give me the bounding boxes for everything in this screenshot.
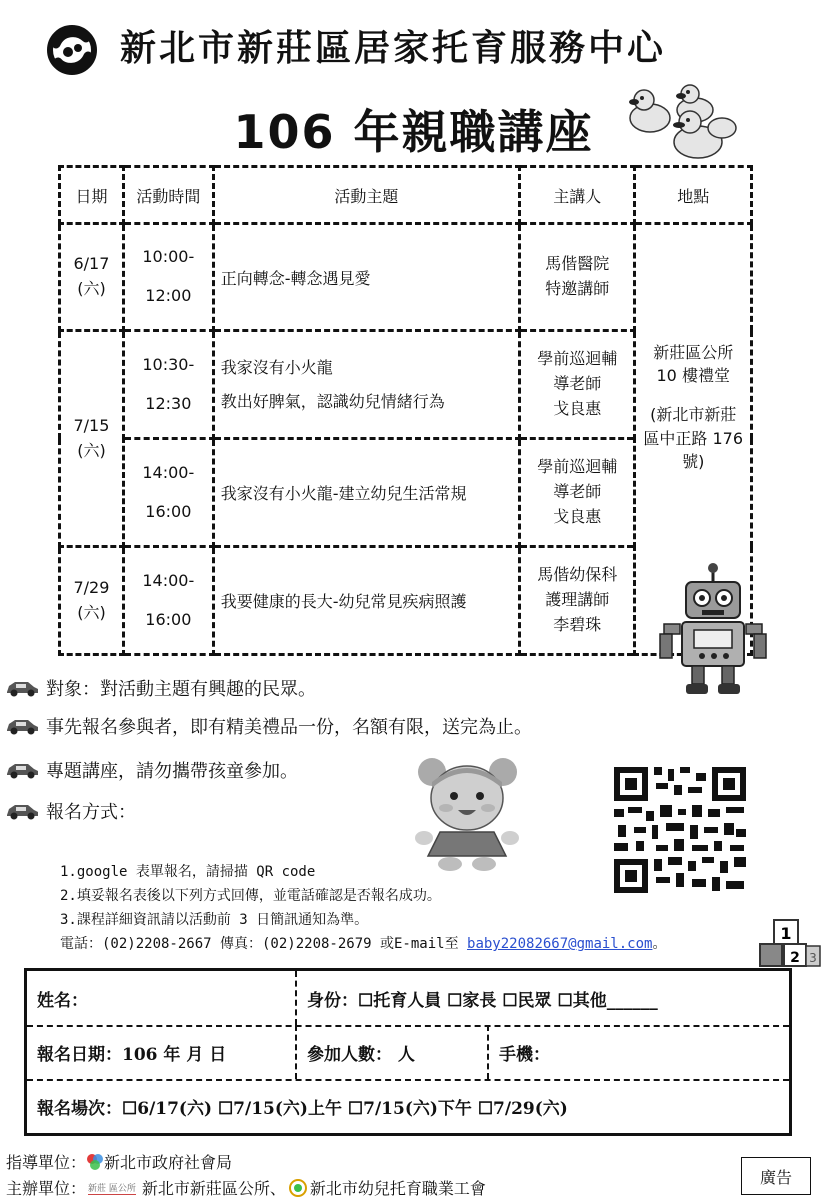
registration-form bbox=[24, 968, 792, 1136]
header-time: 活動時間 bbox=[123, 167, 213, 224]
form-row bbox=[27, 1025, 789, 1081]
signup-steps bbox=[60, 860, 666, 956]
topic-cell: 正向轉念-轉念遇見愛 bbox=[213, 224, 519, 331]
note-signup-method: 報名方式： bbox=[4, 798, 136, 824]
district-office-logo: 新莊 區公所 bbox=[88, 1181, 136, 1195]
note-audience: 對象：對活動主題有興趣的民眾。 bbox=[4, 675, 316, 701]
block-label: 2 bbox=[790, 950, 800, 966]
header-speaker: 主講人 bbox=[520, 167, 635, 224]
topic-cell: 我家沒有小火龍-建立幼兒生活常規 bbox=[213, 439, 519, 547]
time-cell: 10:30- 12:30 bbox=[123, 331, 213, 439]
speaker-cell: 學前巡迴輔 導老師 戈良惠 bbox=[520, 439, 635, 547]
date-cell: 7/15 (六) bbox=[60, 331, 124, 547]
contact-line: 電話：(02)2208-2667 傳真：(02)2208-2679 或E-mail至 baby22082667@gmail.com。 bbox=[60, 936, 667, 952]
identity-field[interactable]: 身份：☐托育人員 ☐家長 ☐民眾 ☐其他______ bbox=[307, 990, 658, 1011]
page-title: 106 年親職講座 bbox=[233, 105, 594, 159]
topic-cell: 我家沒有小火龍 教出好脾氣，認識幼兒情緒行為 bbox=[213, 331, 519, 439]
car-icon bbox=[4, 760, 40, 780]
rubber-ducks-icon bbox=[620, 80, 740, 165]
time-cell: 14:00- 16:00 bbox=[123, 547, 213, 655]
footer-supervisor: 指導單位： 新北市政府社會局 bbox=[6, 1153, 233, 1172]
signup-step: 2.填妥報名表後以下列方式回傳，並電話確認是否報名成功。 bbox=[60, 888, 441, 904]
note-children: 專題講座，請勿攜帶孩童參加。 bbox=[4, 757, 298, 783]
speaker-cell: 馬偕幼保科 護理講師 李碧珠 bbox=[520, 547, 635, 655]
table-row bbox=[60, 224, 752, 331]
speaker-cell: 學前巡迴輔 導老師 戈良惠 bbox=[520, 331, 635, 439]
time-cell: 14:00- 16:00 bbox=[123, 439, 213, 547]
signup-date-field[interactable]: 報名日期：106 年 月 日 bbox=[27, 1025, 297, 1079]
form-row bbox=[27, 1079, 789, 1133]
date-cell: 6/17 (六) bbox=[60, 224, 124, 331]
attendee-count-field[interactable]: 參加人數： 人 bbox=[297, 1025, 489, 1079]
speaker-cell: 馬偕醫院 特邀講師 bbox=[520, 224, 635, 331]
schedule-table bbox=[58, 165, 753, 656]
topic-cell: 我要健康的長大-幼兒常見疾病照護 bbox=[213, 547, 519, 655]
email-link[interactable]: baby22082667@gmail.com bbox=[467, 936, 653, 952]
girl-doll-icon bbox=[410, 752, 525, 872]
car-icon bbox=[4, 801, 40, 821]
signup-step: 3.課程詳細資訊請以活動前 3 日簡訊通知為準。 bbox=[60, 912, 369, 928]
signup-step: 1.google 表單報名，請掃描 QR code bbox=[60, 864, 316, 880]
robot-icon bbox=[658, 562, 768, 697]
car-icon bbox=[4, 716, 40, 736]
header-date: 日期 bbox=[60, 167, 124, 224]
location-cell: 新莊區公所 10 樓禮堂 (新北市新莊 區中正路 176 號) bbox=[635, 224, 752, 655]
header-topic: 活動主題 bbox=[213, 167, 519, 224]
time-cell: 10:00- 12:00 bbox=[123, 224, 213, 331]
form-row bbox=[27, 971, 789, 1027]
session-field[interactable]: 報名場次：☐6/17(六) ☐7/15(六)上午 ☐7/15(六)下午 ☐7/29(六) bbox=[37, 1098, 568, 1119]
center-logo-icon bbox=[44, 22, 100, 78]
name-field[interactable]: 姓名： bbox=[27, 971, 297, 1025]
union-logo-icon bbox=[288, 1178, 308, 1198]
block-label: 1 bbox=[780, 924, 792, 943]
date-cell: 7/29 (六) bbox=[60, 547, 124, 655]
toy-blocks-icon bbox=[758, 918, 822, 970]
car-icon bbox=[4, 678, 40, 698]
block-label: 3 bbox=[809, 951, 817, 965]
mobile-field[interactable]: 手機： bbox=[499, 1044, 550, 1065]
social-bureau-logo-icon bbox=[86, 1153, 104, 1171]
header-location: 地點 bbox=[635, 167, 752, 224]
footer-organizer: 主辦單位： 新莊 區公所 新北市新莊區公所、 新北市幼兒托育職業工會 bbox=[6, 1179, 486, 1198]
table-header-row bbox=[60, 167, 752, 224]
center-name: 新北市新莊區居家托育服務中心 bbox=[120, 28, 667, 69]
note-gift: 事先報名參與者，即有精美禮品一份，名額有限，送完為止。 bbox=[4, 713, 532, 739]
ad-label: 廣告 bbox=[741, 1157, 811, 1195]
